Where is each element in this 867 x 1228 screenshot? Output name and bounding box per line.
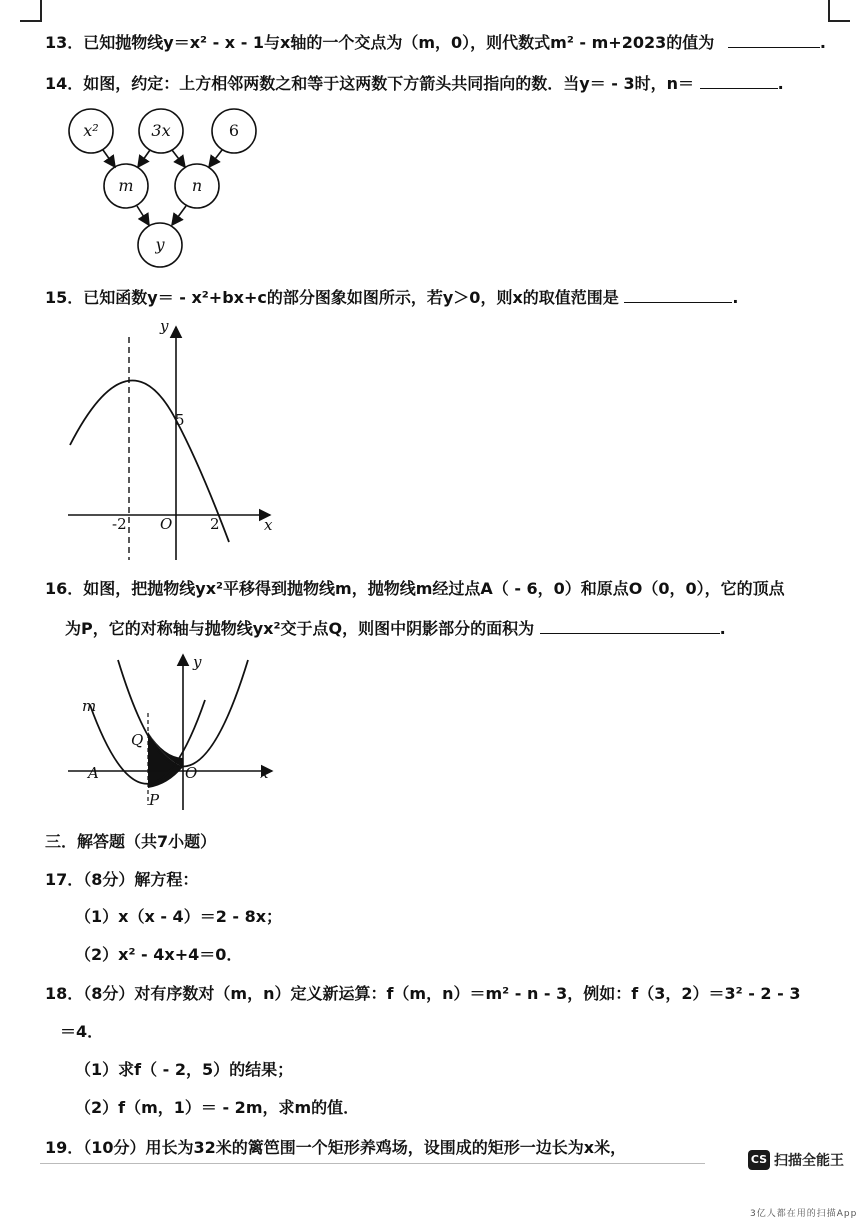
- q15-parabola-graph: [60, 315, 290, 565]
- q15-tick-2: 2: [210, 515, 220, 533]
- question-17-title: [45, 869, 198, 891]
- question-15-text: 15．已知函数y＝ - x²+bx+c的部分图象如图所示，若y＞0，则x的取值范围是: [45, 288, 619, 307]
- section-3-heading: [45, 831, 216, 853]
- answer-blank-14[interactable]: [700, 72, 778, 89]
- question-18-line-1: [45, 983, 800, 1005]
- question-17-part-1-text: （1）x（x - 4）＝2 - 8x；: [75, 907, 283, 926]
- question-19-text: 19．（10分）用长为32米的篱笆围一个矩形养鸡场，设围成的矩形一边长为x米，: [45, 1138, 627, 1157]
- q15-tick-neg2: -2: [112, 515, 127, 533]
- question-16-line-1: [45, 578, 785, 600]
- q15-origin-label: O: [160, 515, 173, 533]
- corner-mark-left-foot: [20, 20, 42, 22]
- scanner-brand-name: 扫描全能王: [774, 1153, 844, 1169]
- node-y: y: [155, 235, 165, 254]
- question-17-text: 17．（8分）解方程：: [45, 870, 199, 889]
- question-18-line-2: [60, 1021, 103, 1043]
- question-14: [45, 72, 784, 95]
- q15-x-label: x: [264, 516, 273, 534]
- question-13-end: .: [819, 33, 826, 52]
- question-16-text-1: 16．如图，把抛物线yx²平移得到抛物线m，抛物线m经过点A（ - 6，0）和原点O（0，0），它的顶点: [45, 579, 785, 598]
- q16-point-p: P: [149, 791, 160, 809]
- cs-logo-icon: CS: [748, 1150, 770, 1170]
- answer-blank-15[interactable]: [624, 286, 732, 303]
- question-16-end: .: [719, 619, 726, 638]
- question-18-text-2: ＝4．: [60, 1022, 104, 1041]
- question-17-part-2-text: （2）x² - 4x+4＝0．: [75, 945, 243, 964]
- node-6: 6: [228, 121, 240, 140]
- corner-mark-right: [828, 0, 830, 22]
- question-15-end: .: [732, 288, 739, 307]
- q15-y-label: y: [160, 317, 169, 335]
- question-16-line-2: [65, 617, 726, 640]
- node-m: m: [118, 176, 134, 195]
- scanner-brand-tagline: 3亿人都在用的扫描App: [750, 1209, 858, 1219]
- corner-mark-left: [40, 0, 42, 22]
- question-13: [45, 31, 826, 54]
- node-n: n: [191, 176, 203, 195]
- question-15: [45, 286, 738, 309]
- answer-blank-13[interactable]: [728, 31, 820, 48]
- question-18-part-2: [75, 1097, 359, 1119]
- corner-mark-right-foot: [828, 20, 850, 22]
- answer-blank-16[interactable]: [540, 617, 720, 634]
- question-19: [45, 1137, 626, 1159]
- page-footer-divider: [40, 1163, 705, 1164]
- node-3x: 3x: [151, 121, 171, 140]
- question-14-end: .: [777, 74, 784, 93]
- section-3-title: 三．解答题（共7小题）: [45, 832, 217, 851]
- q14-arrow-diagram: [55, 100, 285, 275]
- question-17-part-1: [75, 906, 282, 928]
- question-18-part-2-text: （2）f（m，1）＝ - 2m，求m的值．: [75, 1098, 360, 1117]
- question-18-part-1: [75, 1059, 293, 1081]
- question-14-text: 14．如图，约定：上方相邻两数之和等于这两数下方箭头共同指向的数．当y＝ - 3时，n＝: [45, 74, 695, 93]
- q16-point-a: A: [88, 764, 99, 782]
- q16-point-q: Q: [131, 731, 144, 749]
- node-x-squared: x²: [83, 121, 99, 140]
- question-17-part-2: [75, 944, 242, 966]
- q16-label-m: m: [82, 697, 97, 715]
- q16-point-o: O: [185, 764, 198, 782]
- question-18-part-1-text: （1）求f（ - 2，5）的结果；: [75, 1060, 294, 1079]
- q16-parabola-graph: [60, 645, 300, 820]
- q15-intercept-5: 5: [175, 411, 185, 429]
- q16-x-label: x: [260, 764, 269, 782]
- question-16-text-2: 为P，它的对称轴与抛物线yx²交于点Q，则图中阴影部分的面积为: [65, 619, 535, 638]
- q16-y-label: y: [193, 653, 202, 671]
- question-18-text-1: 18．（8分）对有序数对（m，n）定义新运算：f（m，n）＝m² - n - 3，例如：f（3，2）＝3² - 2 - 3: [45, 984, 801, 1003]
- question-13-text: 13．已知抛物线y＝x² - x - 1与x轴的一个交点为（m，0），则代数式m² - m+2023的值为: [45, 33, 715, 52]
